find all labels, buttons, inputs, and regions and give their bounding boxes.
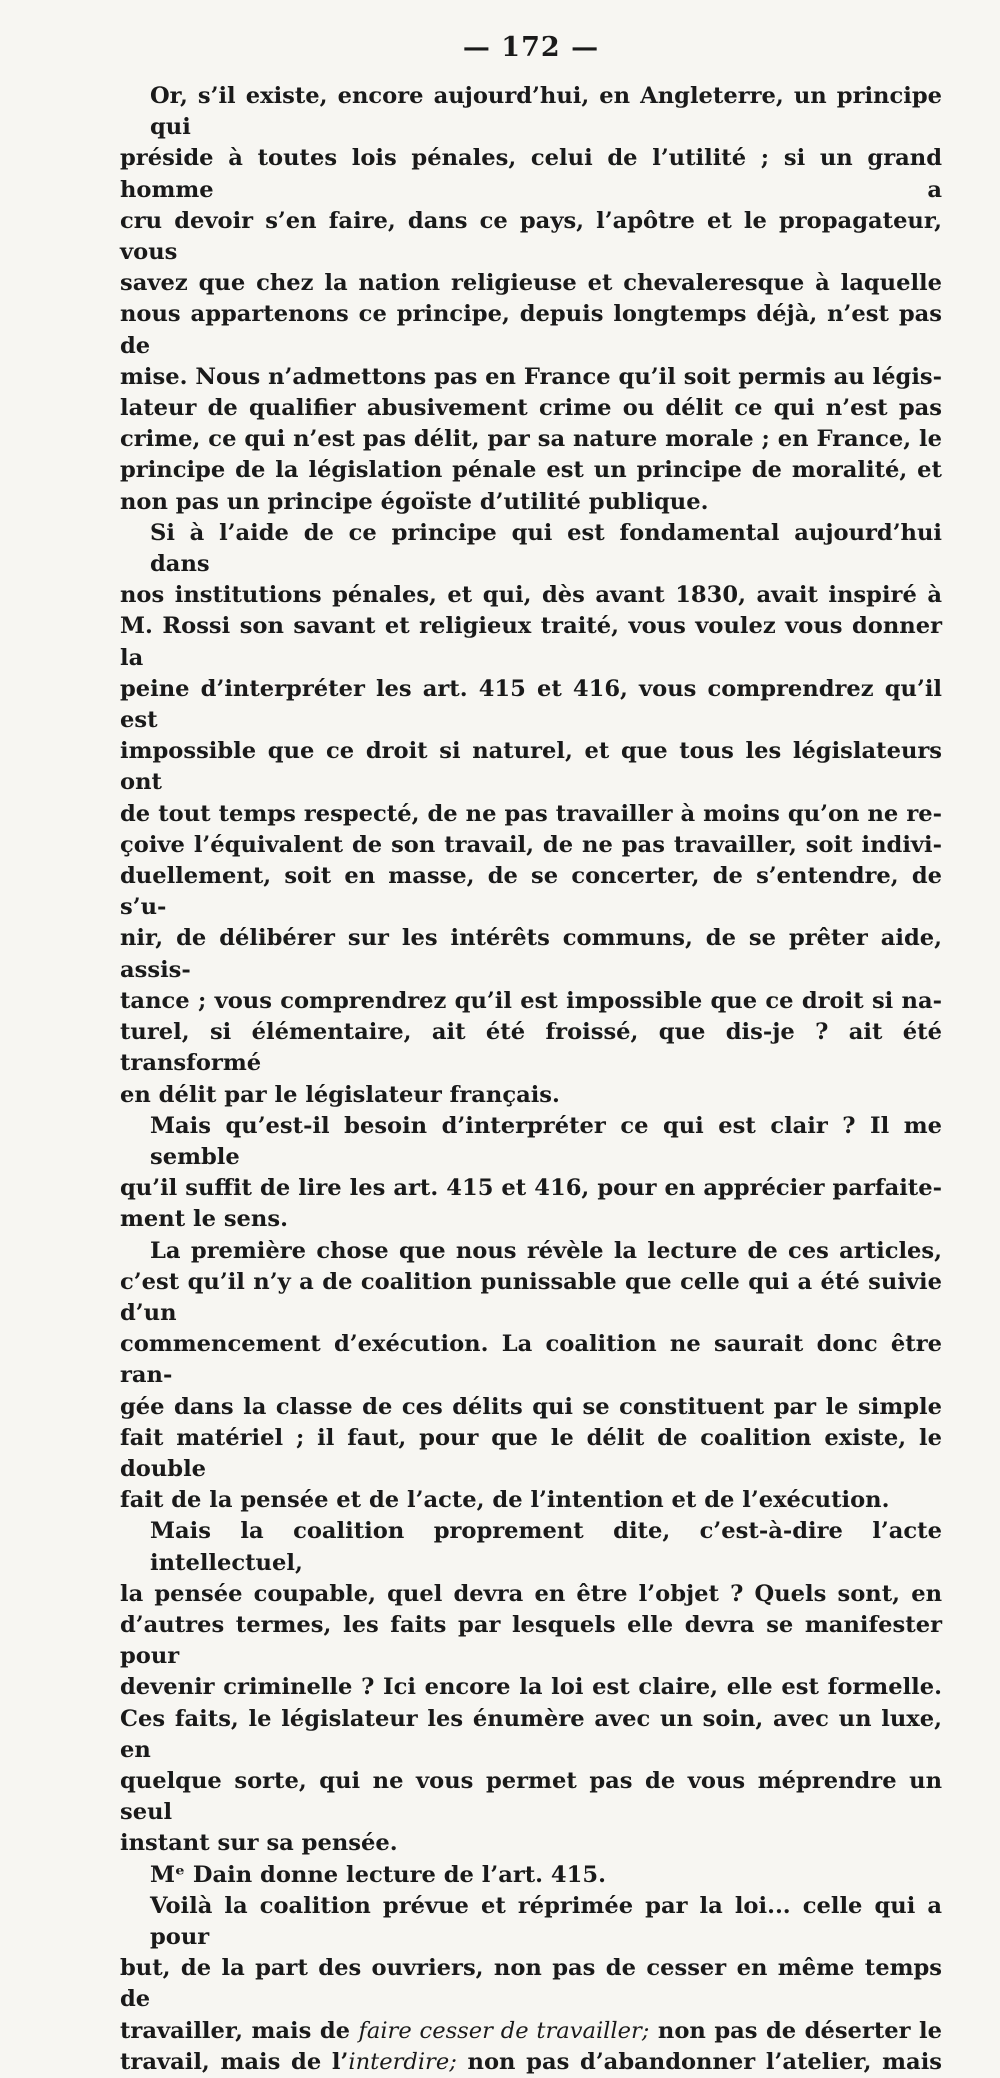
text-line: crime, ce qui n’est pas délit, par sa nature morale ; en France, le [120, 426, 942, 453]
text-line: nous appartenons ce principe, depuis longtemps déjà, n’est pas de [120, 301, 942, 359]
text-fragment: non pas d’abandonner l’atelier, mais [456, 2048, 942, 2075]
text-line: Ces faits, le législateur les énumère avec un soin, avec un luxe, en [120, 1705, 942, 1763]
text-line: Voilà la coalition prévue et réprimée par la loi... celle qui a pour [150, 1892, 942, 1950]
paragraph [120, 1516, 942, 1859]
italic-text: faire cesser de travailler; [358, 2017, 650, 2044]
text-line: devenir criminelle ? Ici encore la loi est claire, elle est formelle. [120, 1674, 942, 1701]
text-line: lateur de qualifier abusivement crime ou délit ce qui n’est pas [120, 395, 942, 422]
text-line: en délit par le législateur français. [120, 1081, 560, 1108]
text-line: Or, s’il existe, encore aujourd’hui, en Angleterre, un principe qui [150, 83, 942, 141]
text-line: cru devoir s’en faire, dans ce pays, l’apôtre et le propagateur, vous [120, 207, 942, 266]
paragraph-last [120, 1891, 942, 2078]
text-line: non pas un principe égoïste d’utilité publique. [120, 488, 709, 515]
text-line: ment le sens. [120, 1206, 288, 1233]
paragraph [120, 1860, 942, 1891]
text-line: commencement d’exécution. La coalition ne saurait donc être ran- [120, 1331, 942, 1389]
text-line: instant sur sa pensée. [120, 1830, 398, 1857]
text-line: nos institutions pénales, et qui, dès avant 1830, avait inspiré à [120, 582, 942, 609]
text-line: La première chose que nous révèle la lecture de ces articles, [150, 1237, 942, 1264]
text-line: de tout temps respecté, de ne pas travailler à moins qu’on ne re- [120, 800, 942, 827]
page-number: — 172 — [462, 32, 600, 63]
text-line [120, 2016, 942, 2047]
text-line [120, 2047, 942, 2078]
text-line: Mais qu’est-il besoin d’interpréter ce qui est clair ? Il me semble [150, 1112, 942, 1170]
text-line: fait de la pensée et de l’acte, de l’intention et de l’exécution. [120, 1487, 890, 1514]
text-line: savez que chez la nation religieuse et chevaleresque à laquelle [120, 270, 942, 297]
paragraph [120, 81, 942, 518]
text-line: Si à l’aide de ce principe qui est fondamental aujourd’hui dans [150, 519, 942, 578]
text-line: Mᵉ Dain donne lecture de l’art. 415. [150, 1861, 606, 1888]
paragraph [120, 1111, 942, 1236]
text-line: principe de la législation pénale est un principe de moralité, et [120, 457, 942, 484]
body-text [120, 81, 942, 2078]
text-line: mise. Nous n’admettons pas en France qu’il soit permis au légis- [120, 363, 942, 390]
text-line: Mais la coalition proprement dite, c’est-à-dire l’acte intellectuel, [150, 1518, 942, 1576]
text-line: but, de la part des ouvriers, non pas de cesser en même temps de [120, 1955, 942, 2013]
text-fragment: non pas de déserter le [649, 2017, 942, 2044]
text-line: la pensée coupable, quel devra en être l’objet ? Quels sont, en [120, 1580, 942, 1607]
text-line: préside à toutes lois pénales, celui de l’utilité ; si un grand homme a [120, 145, 942, 203]
text-line: nir, de délibérer sur les intérêts communs, de se prêter aide, assis- [120, 925, 942, 983]
text-line: M. Rossi son savant et religieux traité, vous voulez vous donner la [120, 613, 942, 671]
paragraph [120, 1236, 942, 1517]
text-line: impossible que ce droit si naturel, et que tous les législateurs ont [120, 738, 942, 796]
text-line: çoive l’équivalent de son travail, de ne pas travailler, soit indivi- [120, 831, 942, 858]
text-line: quelque sorte, qui ne vous permet pas de vous méprendre un seul [120, 1767, 942, 1826]
text-line: peine d’interpréter les art. 415 et 416, vous comprendrez qu’il est [120, 675, 942, 734]
text-line: gée dans la classe de ces délits qui se constituent par le simple [120, 1393, 942, 1420]
text-line: fait matériel ; il faut, pour que le délit de coalition existe, le double [120, 1424, 942, 1482]
text-line: qu’il suffit de lire les art. 415 et 416, pour en apprécier parfaite- [120, 1175, 942, 1202]
text-line: c’est qu’il n’y a de coalition punissable que celle qui a été suivie d’un [120, 1268, 942, 1326]
text-line: d’autres termes, les faits par lesquels elle devra se manifester pour [120, 1611, 942, 1670]
text-fragment: travail, mais de l’ [120, 2048, 349, 2075]
text-line: turel, si élémentaire, ait été froissé, que dis-je ? ait été transformé [120, 1019, 942, 1077]
text-line: tance ; vous comprendrez qu’il est impossible que ce droit si na- [120, 987, 942, 1014]
paragraph [120, 518, 942, 1111]
text-line: duellement, soit en masse, de se concerter, de s’entendre, de s’u- [120, 863, 942, 921]
text-fragment: travailler, mais de [120, 2017, 359, 2044]
italic-text: interdire; [348, 2048, 457, 2075]
